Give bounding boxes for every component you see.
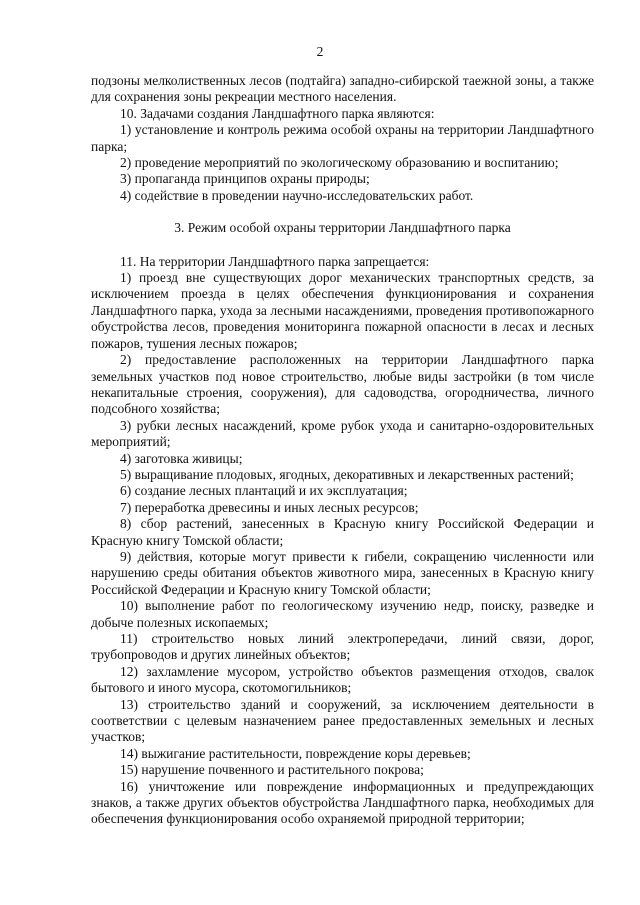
list-item: 12) захламление мусором, устройство объектов размещения отходов, свалок бытового и иного мусора, скотомогильников; xyxy=(91,663,594,696)
list-item: 2) проведение мероприятий по экологическому образованию и воспитанию; xyxy=(120,155,559,171)
list-item: 1) установление и контроль режима особой охраны на территории Ландшафтного парка; xyxy=(91,122,594,154)
list-item: 15) нарушение почвенного и растительного покрова; xyxy=(120,762,424,778)
list-item: 3) пропаганда принципов охраны природы; xyxy=(120,171,370,187)
paragraph-continuation: подзоны мелколиственных лесов (подтайга) западно-сибирской таежной зоны, а также для сохранения зоны рекреации местного населения. xyxy=(91,73,594,105)
list-item: 11) строительство новых линий электропередачи, линий связи, дорог, трубопроводов и других линейных объектов; xyxy=(91,631,594,663)
document-body xyxy=(91,73,594,828)
list-item: 4) содействие в проведении научно-исследовательских работ. xyxy=(120,187,474,203)
list-item: 5) выращивание плодовых, ягодных, декоративных и лекарственных растений; xyxy=(120,466,574,482)
list-item: 4) заготовка живицы; xyxy=(120,450,243,466)
page-number: 2 xyxy=(316,44,324,59)
list-item: 1) проезд вне существующих дорог механических транспортных средств, за исключением проезда в целях обеспечения функционирования и сохранения Ландшафтного парка, ухода за лесными насаждениями, проведения противопожарного обустройства лесов, проведения мониторинга пожарной опасности в лесах и лесных пожаров, тушения лесных пожаров; xyxy=(91,270,594,351)
list-item: 2) предоставление расположенных на территории Ландшафтного парка земельных участков под новое строительство, любые виды застройки (в том числе некапитальные строения, сооружения), для садоводства, огородничества, личного подсобного хозяйства; xyxy=(91,352,594,417)
list-item: 3) рубки лесных насаждений, кроме рубок ухода и санитарно-оздоровительных мероприятий; xyxy=(91,417,594,450)
list-item: 6) создание лесных плантаций и их эксплуатация; xyxy=(120,483,408,499)
list-item: 13) строительство зданий и сооружений, за исключением деятельности в соответствии с целевым назначением ранее предоставленных земельных и лесных участков; xyxy=(91,696,594,745)
list-item: 9) действия, которые могут привести к гибели, сокращению численности или нарушению среды обитания объектов животного мира, занесенных в Красную книгу Российской Федерации и Красную книгу Томской области; xyxy=(91,548,594,597)
list-item: 10) выполнение работ по геологическому изучению недр, поиску, разведке и добыче полезных ископаемых; xyxy=(91,598,594,630)
section-heading: 3. Режим особой охраны территории Ландшафтного парка xyxy=(174,220,511,236)
paragraph-prohibitions-intro: 11. На территории Ландшафтного парка запрещается: xyxy=(120,253,430,269)
paragraph-tasks-intro: 10. Задачами создания Ландшафтного парка являются: xyxy=(120,105,435,121)
list-item: 7) переработка древесины и иных лесных ресурсов; xyxy=(120,499,419,515)
list-item: 8) сбор растений, занесенных в Красную книгу Российской Федерации и Красную книгу Томской области; xyxy=(91,516,594,548)
list-item: 16) уничтожение или повреждение информационных и предупреждающих знаков, а также других объектов обустройства Ландшафтного парка, необходимых для обеспечения функционирования особо охраняемой природной территории; xyxy=(91,778,594,827)
list-item: 14) выжигание растительности, повреждение коры деревьев; xyxy=(120,745,471,761)
